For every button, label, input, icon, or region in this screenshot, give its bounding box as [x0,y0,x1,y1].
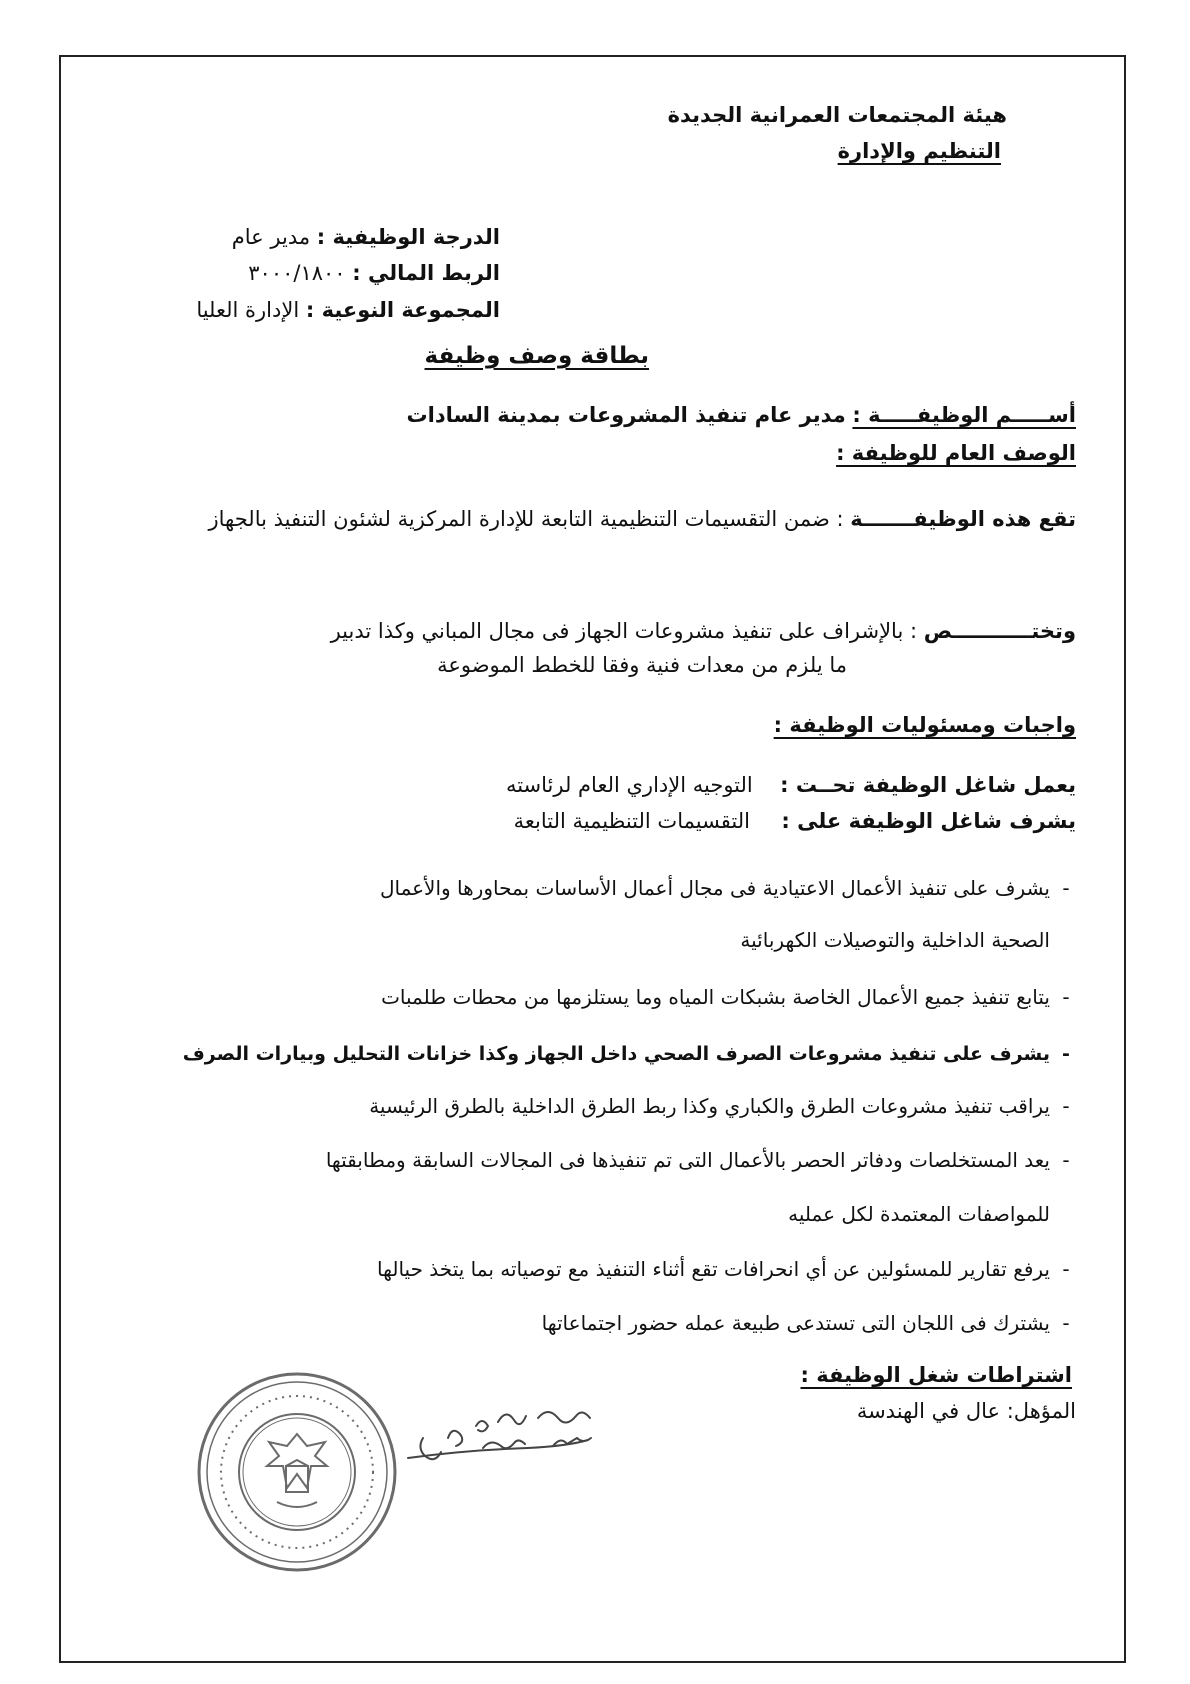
specialty-row [331,616,1076,646]
grade-level-label: الدرجة الوظيفية : [316,225,500,249]
duty-item [183,1040,1082,1068]
general-desc-heading: الوصف العام للوظيفة : [836,441,1076,465]
official-stamp-seal [192,1362,402,1582]
bullet-dash: - [1062,1257,1070,1281]
salary-row [248,258,500,288]
duty-item [326,1146,1082,1174]
org-name: هيئة المجتمعات العمرانية الجديدة [667,103,1007,127]
works-under-label: يعمل شاغل الوظيفة تحــت : [780,773,1076,797]
job-name-label: أســـــم الوظيفـــــة : [852,403,1076,427]
duty-item-text: يراقب تنفيذ مشروعات الطرق والكباري وكذا ربط الطرق الداخلية بالطرق الرئيسية [369,1094,1050,1118]
duty-item-text: يعد المستخلصات ودفاتر الحصر بالأعمال التى تم تنفيذها فى المجالات السابقة ومطابقتها [325,1148,1050,1172]
group-label: المجموعة النوعية : [305,298,500,322]
works-under-value: التوجيه الإداري العام لرئاسته [505,773,753,797]
duty-item [369,1092,1082,1120]
duty-item-continuation: الصحية الداخلية والتوصيلات الكهربائية [740,928,1050,952]
dept-name: التنظيم والإدارة [837,139,1001,163]
duty-item-text: يتابع تنفيذ جميع الأعمال الخاصة بشبكات المياه وما يستلزمها من محطات طلمبات [381,985,1050,1009]
duty-item-text: يرفع تقارير للمسئولين عن أي انحرافات تقع أثناء التنفيذ مع توصياته بما يتخذ حيالها [377,1257,1050,1281]
salary-label: الربط المالي : [352,261,500,285]
requirements-heading: اشتراطات شغل الوظيفة : [800,1363,1072,1387]
specialty-label: وتختـــــــــــص [923,619,1076,643]
bullet-dash: - [1062,1148,1070,1172]
grade-level-row [232,222,500,252]
duties-heading: واجبات ومسئوليات الوظيفة : [773,713,1076,737]
bullet-dash: - [1062,1311,1070,1335]
card-title: بطاقة وصف وظيفة [424,343,649,369]
location-value: : ضمن التقسيمات التنظيمية التابعة للإدارة المركزية لشئون التنفيذ بالجهاز [208,507,844,531]
specialty-value-1: : بالإشراف على تنفيذ مشروعات الجهاز فى مجال المباني وكذا تدبير [330,619,918,643]
duty-item [381,983,1082,1011]
bullet-dash: - [1062,876,1070,900]
duty-item [377,1255,1082,1283]
job-name-row [407,400,1076,430]
handwritten-signature [388,1398,648,1488]
supervises-row [514,806,1076,836]
group-row [196,295,500,325]
salary-value: ٣٠٠٠/١٨٠٠ [248,261,346,285]
duty-item [380,874,1082,902]
qualification: المؤهل: عال في الهندسة [856,1399,1076,1423]
bullet-dash: - [1062,985,1070,1009]
bullet-dash: - [1062,1043,1070,1065]
location-row [209,504,1076,534]
bullet-dash: - [1062,1094,1070,1118]
group-value: الإدارة العليا [196,298,300,322]
duty-item-text: يشرف على تنفيذ الأعمال الاعتيادية فى مجال أعمال الأساسات بمحاورها والأعمال [379,876,1050,900]
location-label: تقع هذه الوظيفـــــــة [850,507,1076,531]
duty-item-continuation: للمواصفات المعتمدة لكل عمليه [788,1202,1050,1226]
duty-item-text: يشرف على تنفيذ مشروعات الصرف الصحي داخل الجهاز وكذا خزانات التحليل وبيارات الصرف [182,1043,1050,1065]
grade-level-value: مدير عام [231,225,311,249]
works-under-row [506,770,1076,800]
supervises-value: التقسيمات التنظيمية التابعة [513,809,751,833]
job-name-value: مدير عام تنفيذ المشروعات بمدينة السادات [406,403,846,427]
duty-item-text: يشترك فى اللجان التى تستدعى طبيعة عمله حضور اجتماعاتها [541,1311,1050,1335]
duty-item [542,1309,1082,1337]
specialty-value-2: ما يلزم من معدات فنية وفقا للخطط الموضوعة [437,653,847,677]
supervises-label: يشرف شاغل الوظيفة على : [781,809,1076,833]
